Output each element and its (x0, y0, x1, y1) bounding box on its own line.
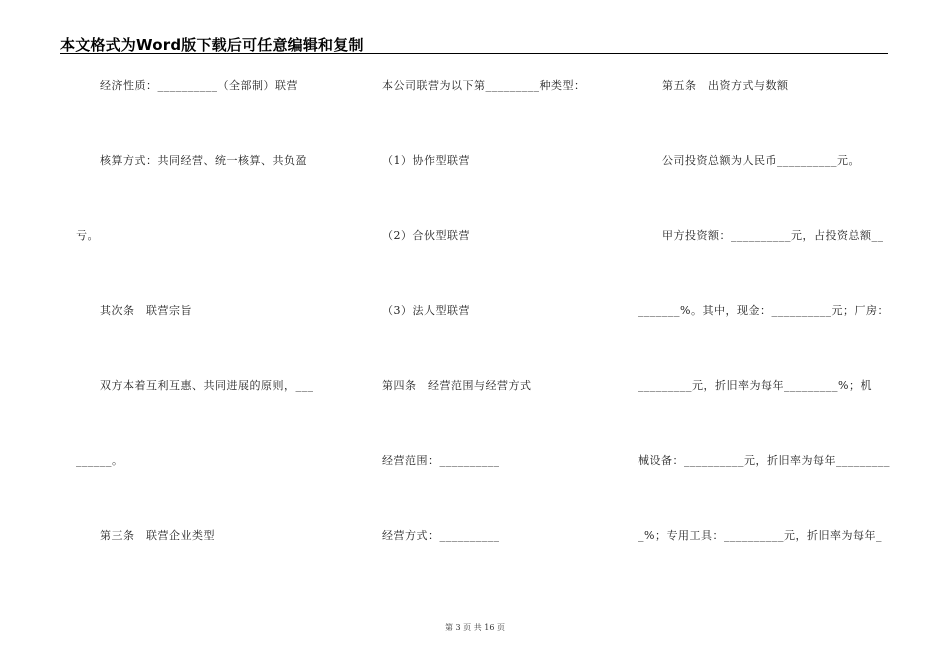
list-item: （2）合伙型联营 (382, 229, 470, 242)
section-heading: 第四条 经营范围与经营方式 (382, 379, 532, 392)
document-header-title: 本文格式为Word版下载后可任意编辑和复制 (60, 36, 364, 54)
paragraph-line: 经济性质：__________（全部制）联营 (100, 79, 298, 92)
section-heading: 其次条 联营宗旨 (100, 304, 192, 317)
paragraph-line: 械设备：__________元，折旧率为每年_________ (638, 454, 890, 467)
list-item: （3）法人型联营 (382, 304, 470, 317)
paragraph-line: 公司投资总额为人民币__________元。 (662, 154, 860, 167)
paragraph-line: 亏。 (76, 229, 99, 242)
section-heading: 第三条 联营企业类型 (100, 529, 215, 542)
paragraph-line: 核算方式：共同经营、统一核算、共负盈 (100, 154, 307, 167)
paragraph-line: ______。 (76, 454, 124, 467)
section-heading: 第五条 出资方式与数额 (662, 79, 789, 92)
paragraph-line: 双方本着互利互惠、共同进展的原则，___ (100, 379, 314, 392)
page-number: 第 3 页 共 16 页 (445, 623, 505, 632)
paragraph-line: 本公司联营为以下第_________种类型： (382, 79, 586, 92)
text-column-1 (76, 0, 326, 672)
paragraph-line: _______%。其中，现金：__________元；厂房： (638, 304, 889, 317)
paragraph-line: _%；专用工具：__________元，折旧率为每年_ (638, 529, 882, 542)
list-item: （1）协作型联营 (382, 154, 470, 167)
paragraph-line: 经营范围：__________ (382, 454, 500, 467)
paragraph-line: 经营方式：__________ (382, 529, 500, 542)
paragraph-line: _________元，折旧率为每年_________%；机 (638, 379, 872, 392)
paragraph-line: 甲方投资额：__________元，占投资总额__ (662, 229, 884, 242)
text-column-2 (358, 0, 608, 672)
text-column-3 (638, 0, 890, 672)
